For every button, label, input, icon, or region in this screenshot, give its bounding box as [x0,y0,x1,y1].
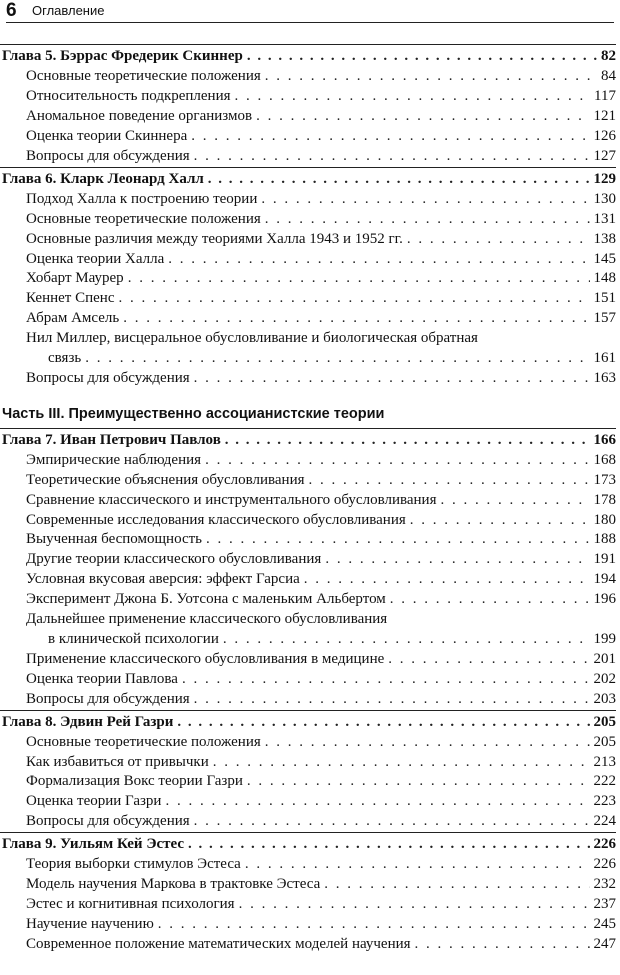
dot-leader [245,855,590,875]
chapter-separator [0,44,616,45]
toc-section-entry[interactable] [0,915,620,935]
toc-chapter-entry[interactable] [0,47,620,67]
dot-leader [191,127,589,147]
dot-leader [247,47,597,67]
dot-leader [168,250,589,270]
entry-title: Глава 5. Бэррас Фредерик Скиннер [2,48,243,65]
entry-title: Основные теоретические положения [26,68,261,85]
entry-page-number: 131 [593,210,616,227]
toc-section-entry[interactable] [0,127,620,147]
toc-section-entry[interactable] [0,147,620,167]
dot-leader [206,530,589,550]
entry-page-number: 203 [593,690,616,707]
entry-title: Модель научения Маркова в трактовке Эстеса [26,876,321,893]
toc-section-entry[interactable] [0,812,620,832]
toc-section-entry[interactable] [0,289,620,309]
entry-title: Эксперимент Джона Б. Уотсона с маленьким Альбертом [26,591,386,608]
chapter-separator [0,167,616,168]
entry-page-number: 145 [593,250,616,267]
entry-title: Вопросы для обсуждения [26,690,190,707]
toc-section-entry[interactable] [0,329,620,349]
entry-title: Оценка теории Скиннера [26,127,188,144]
entry-page-number: 148 [593,270,616,287]
entry-page-number: 126 [593,127,616,144]
entry-title: Аномальное поведение организмов [26,107,253,124]
chapter-separator [0,832,616,833]
dot-leader [415,935,590,955]
dot-leader [128,269,590,289]
dot-leader [247,772,590,792]
toc-section-entry[interactable] [0,87,620,107]
dot-leader [261,190,589,210]
entry-page-number: 151 [593,290,616,307]
entry-title: Как избавиться от привычки [26,753,209,770]
entry-title: Кеннет Спенс [26,290,115,307]
dot-leader [239,895,590,915]
dot-leader [123,309,589,329]
page-number: 6 [6,0,17,21]
entry-page-number: 222 [593,773,616,790]
toc-section-entry[interactable] [0,875,620,895]
toc-section-entry[interactable] [0,67,620,87]
dot-leader [158,915,590,935]
entry-page-number: 129 [593,170,616,187]
entry-title: Глава 8. Эдвин Рей Газри [2,713,174,730]
dot-leader [177,713,589,733]
entry-page-number: 201 [593,650,616,667]
entry-title: Эмпирические наблюдения [26,451,202,468]
toc-section-entry[interactable] [0,610,620,630]
entry-title: Оценка теории Газри [26,793,162,810]
entry-title: в клинической психологии [48,630,219,647]
dot-leader [188,835,589,855]
toc-section-entry[interactable] [0,451,620,471]
entry-page-number: 130 [593,190,616,207]
toc-section-entry[interactable] [0,530,620,550]
entry-page-number: 163 [593,369,616,386]
toc-section-entry[interactable] [0,792,620,812]
toc-section-entry[interactable] [0,269,620,289]
entry-page-number: 202 [593,670,616,687]
entry-page-number: 166 [593,432,616,449]
dot-leader [410,511,590,531]
dot-leader [194,690,590,710]
entry-title: Вопросы для обсуждения [26,369,190,386]
dot-leader [223,630,590,650]
dot-leader [194,812,590,832]
dot-leader [390,590,590,610]
toc-section-entry[interactable] [0,935,620,955]
entry-page-number: 117 [594,88,616,105]
entry-title: связь [48,349,82,366]
entry-page-number: 173 [593,471,616,488]
dot-leader [213,753,590,773]
toc-section-entry[interactable] [0,511,620,531]
entry-page-number: 157 [593,310,616,327]
toc-section-entry[interactable] [0,471,620,491]
toc-section-entry[interactable] [0,772,620,792]
toc-section-entry[interactable] [0,369,620,389]
entry-title: Оценка теории Павлова [26,670,178,687]
toc-section-entry[interactable] [0,190,620,210]
toc-section-entry[interactable] [0,895,620,915]
entry-title: Научение научению [26,916,154,932]
toc-section-entry[interactable] [0,753,620,773]
part-heading: Часть III. Преимущественно ассоцианистские теории [2,405,385,422]
entry-title: Глава 6. Кларк Леонард Халл [2,170,204,187]
entry-title: Основные теоретические положения [26,210,261,227]
entry-page-number: 245 [593,916,616,932]
toc-section-entry[interactable] [0,733,620,753]
dot-leader [440,491,589,511]
entry-title: Современные исследования классического обусловливания [26,511,406,528]
entry-title: Условная вкусовая аверсия: эффект Гарсиа [26,571,300,588]
running-title: Оглавление [32,3,105,18]
entry-page-number: 232 [593,876,616,893]
entry-title: Глава 9. Уильям Кей Эстес [2,836,185,853]
entry-page-number: 247 [593,935,616,952]
toc-section-entry[interactable] [0,107,620,127]
entry-page-number: 188 [593,531,616,548]
entry-title: Дальнейшее применение классического обусловливания [26,611,388,628]
entry-page-number: 237 [593,896,616,913]
dot-leader [165,792,589,812]
toc-section-entry[interactable] [0,250,620,270]
toc-section-entry[interactable] [0,590,620,610]
toc-section-entry[interactable] [0,670,620,690]
entry-page-number: 213 [593,753,616,770]
dot-leader [118,289,589,309]
entry-title: Основные теоретические положения [26,733,261,750]
entry-page-number: 196 [593,591,616,608]
entry-page-number: 82 [601,48,616,65]
entry-title: Абрам Амсель [26,310,120,327]
entry-title: Выученная беспомощность [26,531,203,548]
entry-page-number: 178 [593,491,616,508]
entry-title: Эстес и когнитивная психология [26,896,235,913]
toc-chapter-entry[interactable] [0,713,620,733]
entry-title: Основные различия между теориями Халла 1943 и 1952 гг. [26,230,403,247]
dot-leader [256,107,589,127]
toc-chapter-entry[interactable] [0,170,620,190]
dot-leader [194,147,590,167]
entry-page-number: 223 [593,793,616,810]
dot-leader [205,451,589,471]
entry-title: Глава 7. Иван Петрович Павлов [2,432,221,449]
dot-leader [85,349,589,369]
dot-leader [324,875,589,895]
entry-page-number: 194 [593,571,616,588]
toc-section-entry[interactable] [0,550,620,570]
dot-leader [235,87,591,107]
entry-page-number: 226 [593,836,616,853]
entry-title: Вопросы для обсуждения [26,147,190,164]
entry-page-number: 226 [593,856,616,873]
dot-leader [208,170,590,190]
toc-section-entry[interactable] [0,210,620,230]
dot-leader [325,550,589,570]
dot-leader [265,210,590,230]
toc-section-entry[interactable] [0,630,620,650]
entry-page-number: 205 [593,733,616,750]
entry-title: Вопросы для обсуждения [26,813,190,830]
entry-page-number: 121 [593,107,616,124]
toc-section-entry[interactable] [0,230,620,250]
dot-leader [182,670,590,690]
page-header [6,0,614,23]
entry-title: Оценка теории Халла [26,250,165,267]
toc-chapter-entry[interactable] [0,835,620,855]
toc-section-entry[interactable] [0,690,620,710]
dot-leader [225,431,590,451]
entry-page-number: 127 [593,147,616,164]
entry-title: Теоретические объяснения обусловливания [26,471,305,488]
dot-leader [304,570,590,590]
entry-page-number: 199 [593,630,616,647]
dot-leader [407,230,590,250]
dot-leader [265,67,597,87]
entry-page-number: 84 [601,68,616,85]
entry-title: Другие теории классического обусловливания [26,551,322,568]
entry-page-number: 138 [593,230,616,247]
toc-section-entry[interactable] [0,570,620,590]
entry-title: Сравнение классического и инструментального обусловливания [26,491,437,508]
entry-title: Относительность подкрепления [26,88,231,105]
dot-leader [265,733,590,753]
dot-leader [388,650,589,670]
entry-page-number: 161 [593,349,616,366]
toc-section-entry[interactable] [0,349,620,369]
entry-page-number: 168 [593,451,616,468]
entry-page-number: 191 [593,551,616,568]
entry-title: Теория выборки стимулов Эстеса [26,856,241,873]
chapter-separator [0,710,616,711]
entry-page-number: 205 [593,713,616,730]
dot-leader [309,471,590,491]
entry-title: Хобарт Маурер [26,270,124,287]
toc-section-entry[interactable] [0,650,620,670]
entry-title: Современное положение математических моделей научения [26,935,411,952]
toc-section-entry[interactable] [0,309,620,329]
toc-section-entry[interactable] [0,491,620,511]
entry-page-number: 224 [593,813,616,830]
entry-title: Подход Халла к построению теории [26,190,258,207]
dot-leader [194,369,590,389]
entry-page-number: 180 [593,511,616,528]
toc-section-entry[interactable] [0,855,620,875]
table-of-contents [0,44,620,955]
entry-title: Применение классического обусловливания в медицине [26,650,385,667]
chapter-separator [0,428,616,429]
entry-title: Нил Миллер, висцеральное обусловливание и биологическая обратная [26,330,478,347]
entry-title: Формализация Вокс теории Газри [26,773,243,790]
toc-chapter-entry[interactable] [0,431,620,451]
